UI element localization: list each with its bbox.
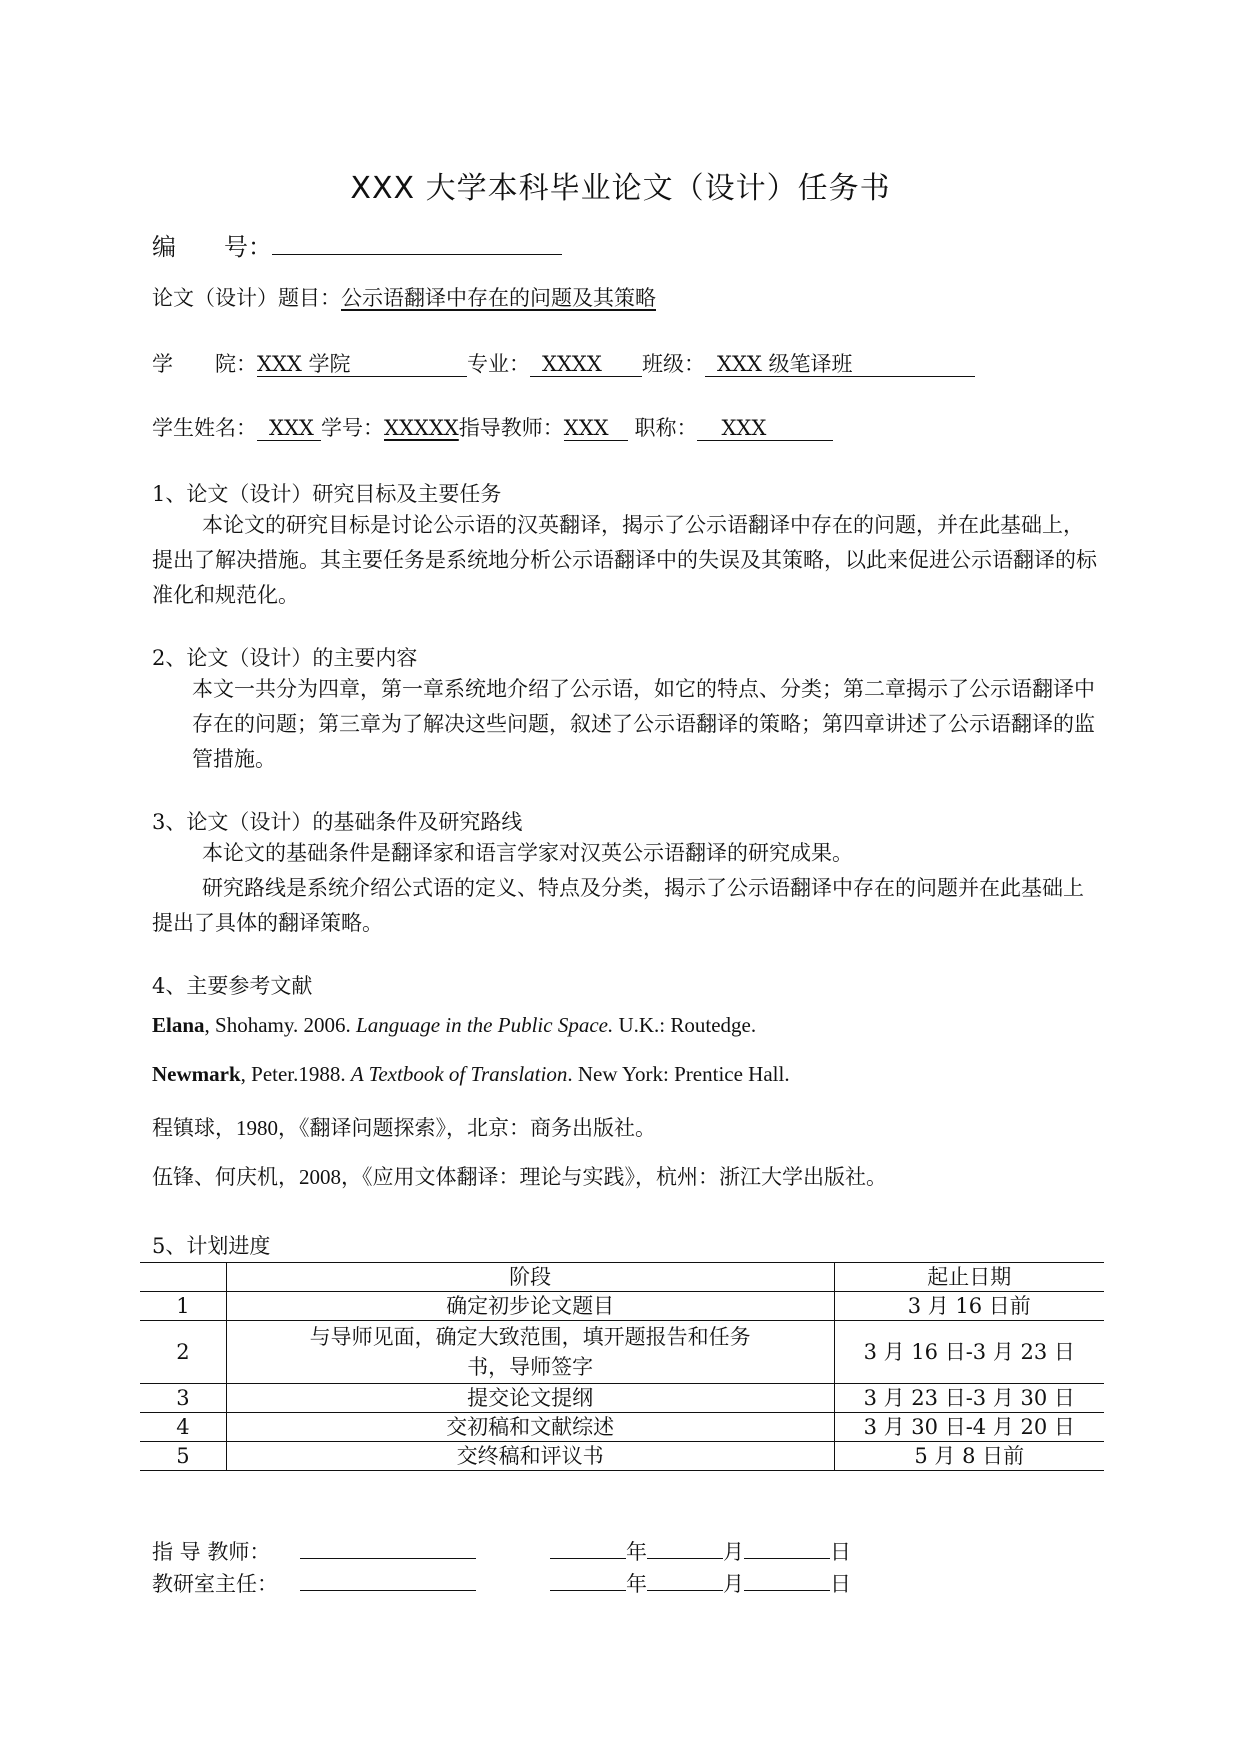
- row-date: 3 月 16 日前: [834, 1292, 1104, 1321]
- advisor-signature-blank[interactable]: [300, 1536, 476, 1559]
- section-1-text: 本论文的研究目标是讨论公示语的汉英翻译，揭示了公示语翻译中存在的问题，并在此基础上，提出了解决措施。其主要任务是系统地分析公示语翻译中的失误及其策略，以此来促进公示语翻译的标准化和规范化。: [152, 513, 1097, 607]
- row-no: 1: [140, 1292, 226, 1321]
- section-2-heading: 2、论文（设计）的主要内容: [152, 646, 418, 670]
- director-month-blank[interactable]: [647, 1568, 723, 1591]
- year-label: 年: [626, 1540, 647, 1564]
- row-date: 5 月 8 日前: [834, 1442, 1104, 1471]
- header-stage: 阶段: [226, 1263, 834, 1292]
- row-no: 3: [140, 1384, 226, 1413]
- rank-value[interactable]: XXX: [697, 416, 833, 441]
- reference-text: , Shohamy. 2006.: [204, 1013, 357, 1037]
- month-label: 月: [723, 1540, 744, 1564]
- reference-publisher: U.K.: Routedge.: [613, 1013, 757, 1037]
- topic-value[interactable]: 公示语翻译中存在的问题及其策略: [341, 286, 656, 310]
- topic-row: [152, 284, 656, 312]
- student-row: [152, 414, 833, 442]
- college-row: [152, 350, 975, 378]
- row-no: 2: [140, 1321, 226, 1384]
- number-label: 编 号：: [152, 233, 272, 261]
- reference-text: 程镇球，1980，《翻译问题探索》，北京：商务出版社。: [152, 1116, 656, 1140]
- advisor-day-blank[interactable]: [744, 1536, 830, 1559]
- advisor-signature-row: [152, 1536, 851, 1566]
- section-1-heading: 1、论文（设计）研究目标及主要任务: [152, 482, 502, 506]
- row-no: 4: [140, 1413, 226, 1442]
- plan-table: [140, 1262, 1104, 1471]
- director-signature-label: 教研室主任：: [152, 1572, 278, 1596]
- section-5-heading: 5、计划进度: [152, 1234, 271, 1258]
- student-value[interactable]: XXX: [257, 416, 321, 441]
- advisor-year-blank[interactable]: [550, 1536, 626, 1559]
- section-4-heading: 4、主要参考文献: [152, 974, 313, 998]
- row-stage: 提交论文提纲: [226, 1384, 834, 1413]
- number-row: [152, 232, 562, 261]
- number-blank[interactable]: [272, 232, 562, 255]
- advisor-label: 指导教师：: [458, 416, 564, 440]
- reference-1: [152, 1013, 756, 1038]
- month-label: 月: [723, 1572, 744, 1596]
- row-date: 3 月 23 日-3 月 30 日: [834, 1384, 1104, 1413]
- major-value[interactable]: XXXX: [530, 352, 642, 377]
- section-3-text-1: 本论文的基础条件是翻译家和语言学家对汉英公示语翻译的研究成果。: [202, 841, 853, 865]
- reference-2: [152, 1062, 790, 1087]
- director-day-blank[interactable]: [744, 1568, 830, 1591]
- advisor-month-blank[interactable]: [647, 1536, 723, 1559]
- class-label: 班级：: [642, 352, 705, 376]
- day-label: 日: [830, 1572, 851, 1596]
- rank-label: 职称：: [634, 416, 698, 440]
- reference-text: 伍锋、何庆机，2008，《应用文体翻译：理论与实践》，杭州：浙江大学出版社。: [152, 1165, 887, 1189]
- row-date: 3 月 16 日-3 月 23 日: [834, 1321, 1104, 1384]
- reference-author: Newmark: [152, 1062, 241, 1086]
- student-label: 学生姓名：: [152, 416, 257, 440]
- section-2-text: 本文一共分为四章，第一章系统地介绍了公示语，如它的特点、分类；第二章揭示了公示语翻译中存在的问题；第三章为了解决这些问题，叙述了公示语翻译的策略；第四章讲述了公示语翻译的监管措施。: [192, 677, 1095, 771]
- table-row: [140, 1321, 1104, 1384]
- row-stage: 交初稿和文献综述: [226, 1413, 834, 1442]
- topic-label: 论文（设计）题目：: [152, 286, 341, 310]
- year-label: 年: [626, 1572, 647, 1596]
- row-stage: 交终稿和评议书: [226, 1442, 834, 1471]
- reference-3: [152, 1112, 656, 1142]
- row-stage: 确定初步论文题目: [226, 1292, 834, 1321]
- table-row: [140, 1413, 1104, 1442]
- advisor-value[interactable]: XXX: [564, 416, 628, 441]
- class-value[interactable]: XXX 级笔译班: [705, 352, 975, 377]
- reference-text: , Peter.1988.: [240, 1062, 351, 1086]
- major-label: 专业：: [467, 352, 530, 376]
- page-title: XXX 大学本科毕业论文（设计）任务书: [350, 171, 891, 206]
- table-row: [140, 1442, 1104, 1471]
- row-stage-line-1: 与导师见面，确定大致范围，填开题报告和任务: [309, 1325, 751, 1349]
- director-signature-row: [152, 1568, 851, 1598]
- row-no: 5: [140, 1442, 226, 1471]
- row-date: 3 月 30 日-4 月 20 日: [834, 1413, 1104, 1442]
- table-row: [140, 1384, 1104, 1413]
- id-label: 学号：: [321, 416, 384, 440]
- director-signature-blank[interactable]: [300, 1568, 476, 1591]
- day-label: 日: [830, 1540, 851, 1564]
- table-header-row: [140, 1263, 1104, 1292]
- college-value[interactable]: XXX 学院: [257, 352, 467, 377]
- header-date: 起止日期: [834, 1263, 1104, 1292]
- reference-title: Language in the Public Space.: [356, 1013, 614, 1037]
- section-3-text-2: 研究路线是系统介绍公式语的定义、特点及分类，揭示了公示语翻译中存在的问题并在此基础上提出了具体的翻译策略。: [152, 876, 1084, 935]
- reference-4: [152, 1161, 887, 1191]
- director-year-blank[interactable]: [550, 1568, 626, 1591]
- table-row: [140, 1292, 1104, 1321]
- row-stage: [226, 1321, 834, 1384]
- id-value[interactable]: XXXXX: [384, 416, 459, 440]
- reference-author: Elana: [152, 1013, 205, 1037]
- section-3-heading: 3、论文（设计）的基础条件及研究路线: [152, 810, 523, 834]
- advisor-signature-label: 指 导 教师：: [152, 1540, 271, 1564]
- row-stage-line-2: 书，导师签字: [467, 1355, 594, 1379]
- reference-title: A Textbook of Translation: [350, 1062, 568, 1086]
- reference-publisher: . New York: Prentice Hall.: [567, 1062, 790, 1086]
- college-label: 学 院：: [152, 352, 257, 376]
- header-no: [140, 1263, 226, 1292]
